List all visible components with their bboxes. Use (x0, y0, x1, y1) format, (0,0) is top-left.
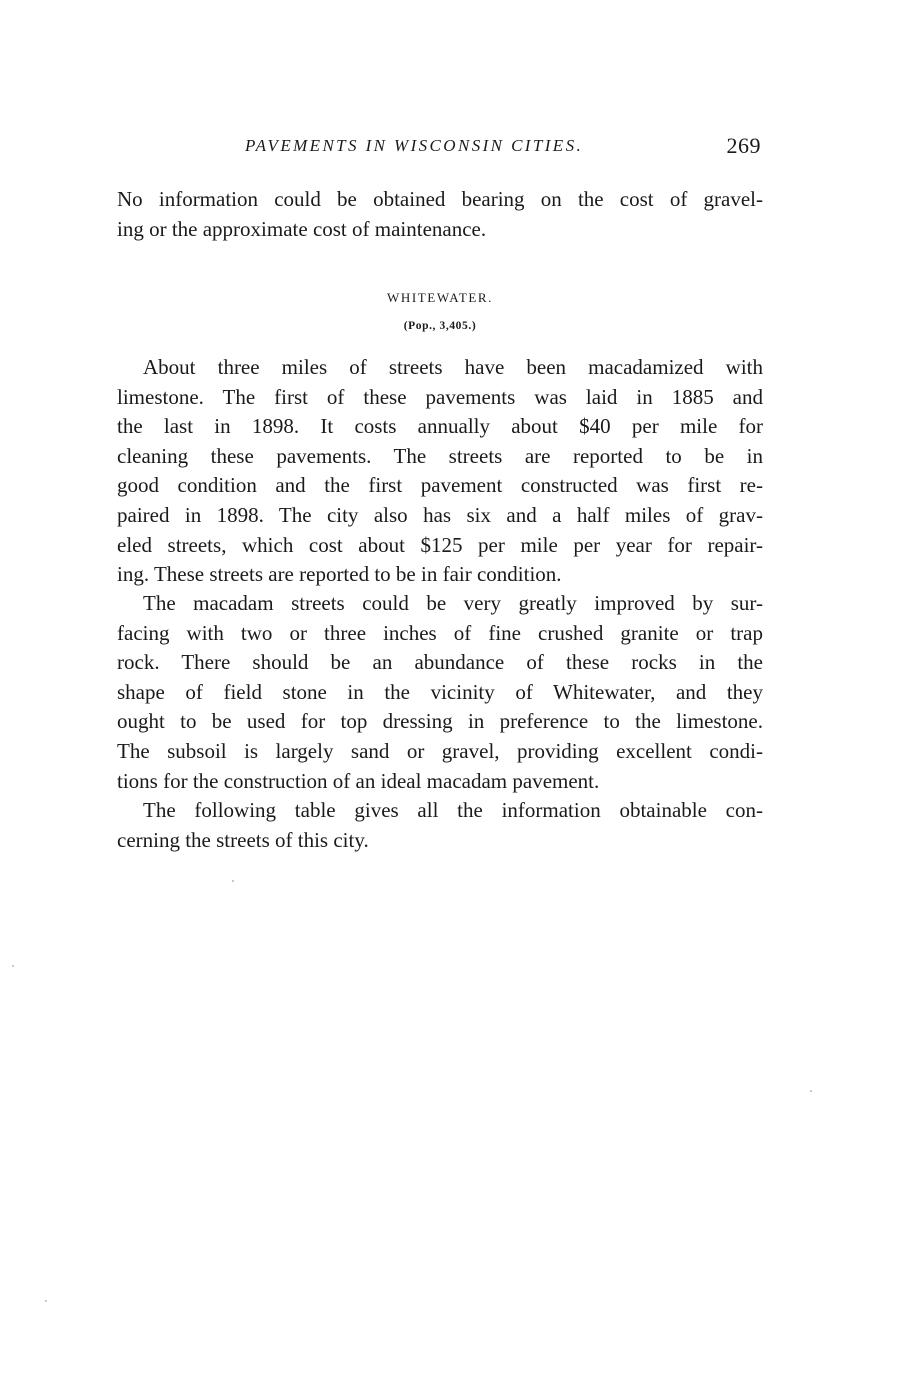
paragraph-improvement (117, 589, 763, 796)
paper-speck (232, 880, 234, 882)
running-head (117, 133, 763, 163)
text-line: the last in 1898. It costs annually about $40 per mile for (117, 414, 763, 439)
text-line: facing with two or three inches of fine crushed granite or trap (117, 620, 763, 645)
running-title: PAVEMENTS IN WISCONSIN CITIES. (245, 136, 584, 155)
text-line: ing or the approximate cost of maintenance. (117, 216, 487, 241)
text-line: eled streets, which cost about $125 per mile per year for repair- (117, 532, 763, 557)
paragraph-table-intro (117, 796, 763, 855)
paragraph-intro (117, 185, 763, 244)
text-line: tions for the construction of an ideal macadam pavement. (117, 768, 600, 793)
paper-speck (12, 965, 14, 967)
text-line: good condition and the first pavement constructed was first re- (117, 473, 763, 498)
text-line: shape of field stone in the vicinity of Whitewater, and they (117, 679, 763, 704)
section-heading: WHITEWATER. (386, 290, 494, 305)
text-line: No information could be obtained bearing on the cost of gravel- (117, 187, 763, 211)
text-line: cleaning these pavements. The streets are reported to be in (117, 443, 763, 468)
text-line: About three miles of streets have been macadamized with (143, 355, 763, 379)
page-number: 269 (726, 133, 761, 158)
population-note: (Pop., 3,405.) (403, 320, 477, 332)
text-line: cerning the streets of this city. (117, 827, 369, 852)
text-line: limestone. The first of these pavements was laid in 1885 and (117, 384, 763, 409)
paper-speck (45, 1300, 47, 1302)
text-line: ought to be used for top dressing in preference to the limestone. (117, 709, 763, 734)
paper-speck (810, 1090, 812, 1092)
text-line: rock. There should be an abundance of these rocks in the (117, 650, 763, 675)
text-line: The following table gives all the information obtainable con- (143, 798, 763, 822)
text-line: ing. These streets are reported to be in fair condition. (117, 562, 562, 587)
text-line: The macadam streets could be very greatly improved by sur- (143, 591, 763, 615)
text-line: paired in 1898. The city also has six and a half miles of grav- (117, 502, 763, 527)
paragraph-macadam-history (117, 353, 763, 590)
text-line: The subsoil is largely sand or gravel, providing excellent condi- (117, 738, 763, 763)
